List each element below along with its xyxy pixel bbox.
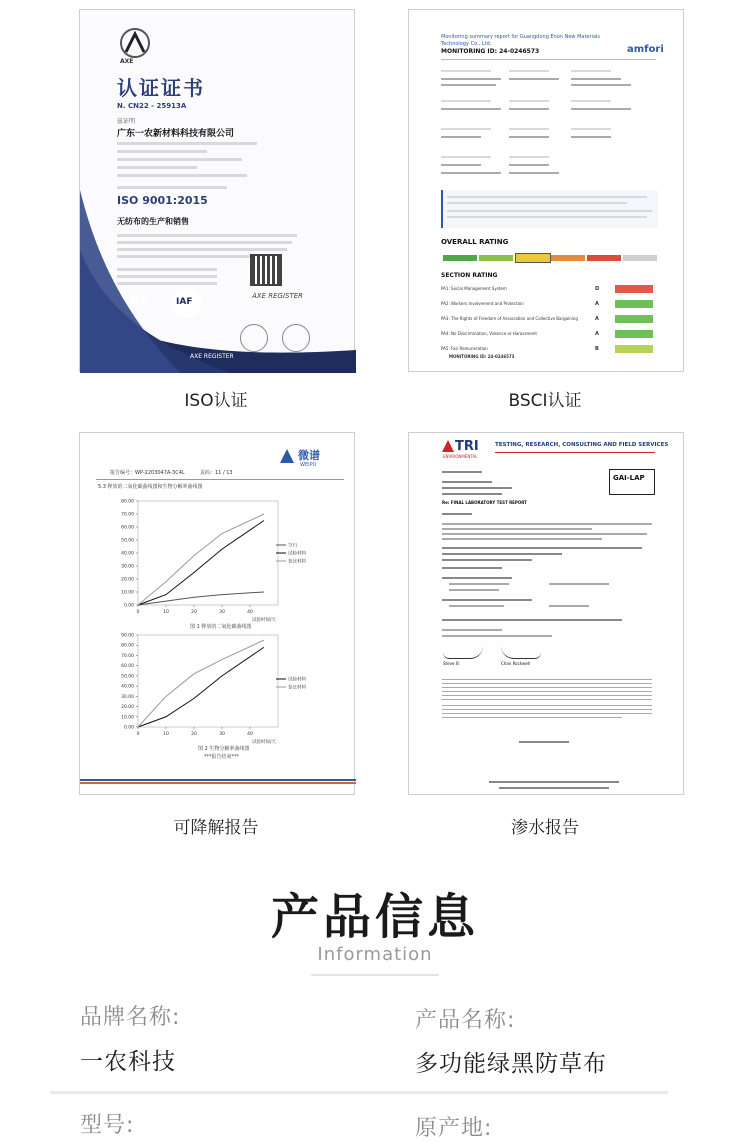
caption-degradation: 可降解报告 xyxy=(173,818,259,838)
bsci-row-label: PA3: The Rights of Freedom of Association and Collective Bargaining xyxy=(441,316,578,321)
brand-label: 品牌名称: xyxy=(80,1005,181,1030)
bsci-id: MONITORING ID: 24-0246573 xyxy=(441,48,540,55)
x-tick-label: 30 xyxy=(219,610,225,615)
x-tick-label: 40 xyxy=(247,610,253,615)
degrade-chart2-caption: 图 2 生物分解率曲线图 xyxy=(198,746,250,752)
iso-company: 广东一农新材料科技有限公司 xyxy=(117,129,235,139)
legend-label: 参比材料 xyxy=(288,685,306,691)
bsci-section: SECTION RATING xyxy=(441,272,498,279)
bsci-row-label: PA2: Workers Involvement and Protection xyxy=(441,301,524,306)
water-re: Re: FINAL LABORATORY TEST REPORT xyxy=(442,500,527,505)
degrade-page: 页码：11 / 13 xyxy=(200,470,233,476)
bsci-overall: OVERALL RATING xyxy=(441,238,509,246)
degrade-chart1-title: 5.3 释放的二氧化碳曲线图和生物分解率曲线图 xyxy=(98,484,203,490)
iso-cert-no: N. CN22 - 25913A xyxy=(117,102,187,110)
model-label: 型号: xyxy=(80,1113,135,1138)
bsci-footer: MONITORING ID: 24-0246573 xyxy=(449,354,515,359)
legend-label: 试验材料 xyxy=(288,677,306,683)
iso-sub: 兹证明 xyxy=(117,118,136,125)
plot-area xyxy=(138,501,278,605)
signature-1 xyxy=(443,646,483,659)
bsci-header: Monitoring summary report for Guangdong Enon New Materials Technology Co., Ltd. xyxy=(441,34,601,47)
section-title: 产品信息 xyxy=(270,889,479,945)
y-tick-label: 80.00 xyxy=(121,499,134,505)
weipu-brand-en: WEIPU xyxy=(300,462,317,468)
y-tick-label: 80.00 xyxy=(121,643,134,649)
iso-title: 认证证书 xyxy=(117,76,205,100)
y-tick-label: 70.00 xyxy=(121,653,134,659)
y-tick-label: 10.00 xyxy=(121,715,134,721)
bsci-row-grade: A xyxy=(595,301,599,307)
subtitle-divider xyxy=(311,974,439,976)
y-tick-label: 50.00 xyxy=(121,538,134,544)
bsci-report[interactable] xyxy=(408,9,684,372)
caption-water: 渗水报告 xyxy=(511,818,579,838)
legend-label: 参比材料 xyxy=(288,559,306,565)
x-tick-label: 40 xyxy=(247,732,253,737)
degrade-end: ***报告结束*** xyxy=(204,754,240,760)
y-tick-label: 60.00 xyxy=(121,664,134,670)
degrade-report-no: 报告编号：WP-2203047A-3C4L xyxy=(110,470,185,476)
da-badge: DA xyxy=(130,294,148,307)
bsci-row-bar xyxy=(615,345,653,353)
y-tick-label: 40.00 xyxy=(121,551,134,557)
legend-label: 空白 xyxy=(288,543,297,549)
bsci-row-label: PA4: No Discrimination, Violence or Harassment xyxy=(441,331,537,336)
bsci-row-bar xyxy=(615,300,653,308)
y-tick-label: 20.00 xyxy=(121,705,134,711)
gailap-badge xyxy=(609,469,655,495)
y-tick-label: 20.00 xyxy=(121,577,134,583)
bsci-row-grade: A xyxy=(595,316,599,322)
x-tick-label: 0 xyxy=(136,732,140,737)
x-axis-label: 试验时间/天 xyxy=(251,740,276,745)
x-tick-label: 30 xyxy=(219,732,225,737)
y-tick-label: 60.00 xyxy=(121,525,134,531)
x-tick-label: 0 xyxy=(136,610,140,615)
bsci-row-grade: A xyxy=(595,331,599,337)
y-tick-label: 30.00 xyxy=(121,564,134,570)
seal-icon-2 xyxy=(282,324,310,352)
tri-headline: TESTING, RESEARCH, CONSULTING AND FIELD SERVICES xyxy=(495,442,669,448)
bsci-row-label: PA1: Social Management System xyxy=(441,286,507,291)
origin-label: 原产地: xyxy=(415,1116,493,1141)
x-axis-label: 试验时间/天 xyxy=(251,618,276,623)
signer-2: Chan Rockwell xyxy=(501,661,531,666)
plot-area xyxy=(138,635,278,727)
x-tick-label: 10 xyxy=(163,732,169,737)
degradation-report[interactable] xyxy=(79,432,355,795)
iaf-badge-text: IAF xyxy=(176,297,193,307)
tri-brand-sub: ENVIRONMENTAL xyxy=(443,454,478,459)
bsci-row-bar xyxy=(615,330,653,338)
brand-value: 一农科技 xyxy=(80,1049,176,1075)
iso-standard: ISO 9001:2015 xyxy=(117,194,208,207)
gailap-badge-text: GAI-LAP xyxy=(613,474,645,482)
signer-1: Steve Xi xyxy=(443,661,460,666)
axe-logo xyxy=(118,28,152,58)
iso-certificate[interactable] xyxy=(79,9,355,372)
y-tick-label: 0.00 xyxy=(123,603,134,609)
y-tick-label: 90.00 xyxy=(121,633,134,639)
section-subtitle: Information xyxy=(317,944,433,965)
x-tick-label: 20 xyxy=(191,732,197,737)
iso-footer: AXE REGISTER xyxy=(190,353,234,360)
x-tick-label: 20 xyxy=(191,610,197,615)
iso-signature: AXE REGISTER xyxy=(252,292,304,300)
tri-brand: TRI xyxy=(455,439,479,454)
bsci-row-grade: D xyxy=(595,286,600,292)
y-tick-label: 40.00 xyxy=(121,684,134,690)
caption-iso: ISO认证 xyxy=(184,391,248,411)
bsci-row-bar xyxy=(615,315,653,323)
signature-2 xyxy=(501,646,541,659)
co2-release-chart xyxy=(116,495,346,623)
amfori-logo: amfori xyxy=(627,44,664,55)
product-label: 产品名称: xyxy=(415,1008,516,1033)
y-tick-label: 10.00 xyxy=(121,590,134,596)
iso-scope: 无纺布的生产和销售 xyxy=(117,217,189,226)
bsci-row-bar xyxy=(615,285,653,293)
biodegradation-chart xyxy=(116,629,346,744)
weipu-logo-icon xyxy=(280,449,294,463)
bsci-row-grade: B xyxy=(595,346,599,352)
y-tick-label: 30.00 xyxy=(121,694,134,700)
y-tick-label: 50.00 xyxy=(121,674,134,680)
x-tick-label: 10 xyxy=(163,610,169,615)
caption-bsci: BSCI认证 xyxy=(508,391,582,411)
weipu-brand: 微谱 xyxy=(298,449,320,462)
bsci-row-label: PA5: Fair Remuneration xyxy=(441,346,488,351)
qr-code-icon xyxy=(252,256,280,284)
water-report[interactable] xyxy=(408,432,684,795)
product-value: 多功能绿黑防草布 xyxy=(415,1051,607,1077)
info-divider xyxy=(50,1091,668,1094)
y-tick-label: 70.00 xyxy=(121,512,134,518)
tri-logo-icon xyxy=(442,440,454,452)
seal-icon xyxy=(240,324,268,352)
legend-label: 试验材料 xyxy=(288,551,306,557)
iso-logo-text: AXE xyxy=(120,58,134,65)
degrade-chart1-caption: 图 1 释放的二氧化碳曲线图 xyxy=(190,624,252,630)
y-tick-label: 0.00 xyxy=(123,725,134,731)
